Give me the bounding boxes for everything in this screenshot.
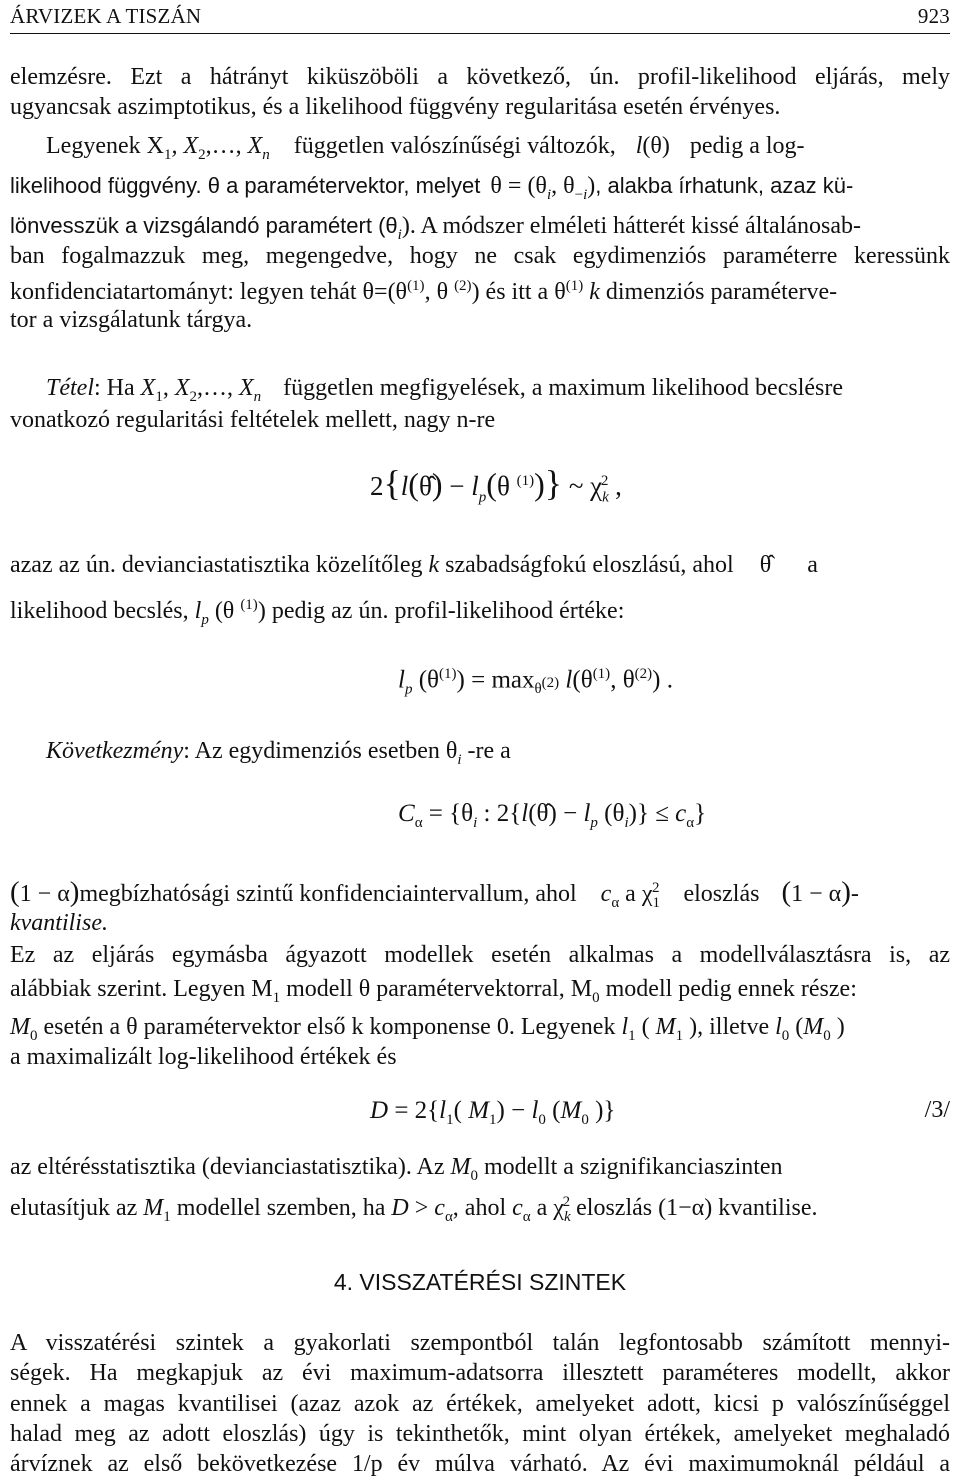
para7-line4: halad meg az adott eloszlás) úgy is tekinthetők, mint olyan értékek, amelyeket meghaladó (10, 1421, 950, 1447)
tetel-line2: vonatkozó regularitási feltételek mellett, nagy n-re (10, 407, 496, 433)
equation-profile-likelihood: $l_p$ $(\theta^{(1)}) = \max_{\theta^{(2)}} l(\theta^{(1)}$, $\theta^{(2)}$) . (398, 666, 673, 698)
section-heading: 4. VISSZATÉRÉSI SZINTEK (333, 1269, 627, 1295)
para2-line6: tor a vizsgálatunk tárgya. (10, 307, 253, 333)
para7-line2: ségek. Ha megkapjuk az évi maximum-adatsorra illesztett paraméteres modellt, akkor (10, 1360, 950, 1386)
journal-title: ÁRVIZEK A TISZÁN (10, 4, 202, 28)
equation-confidence-interval: $C_\alpha = \{\theta_i$ : 2{l(θ̂) − $l_p$ $(\theta_i)\} \le c_\alpha$} (398, 800, 707, 831)
para1-line2: ugyancsak aszimptotikus, és a likelihood függvény regularitása esetén érvényes. (10, 94, 781, 120)
para7-line1: A visszatérési szintek a gyakorlati szempontból talán legfontosabb számított mennyi- (10, 1330, 950, 1356)
para2-line2: likelihood függvény. θ a paramétervektor, melyet $\theta = (\theta_i$, $\theta_{-i}$), alakba írhatunk, azaz kü- (10, 173, 854, 203)
para2-line5: konfidenciatartományt: legyen tehát $\theta=(\theta^{(1)}$, θ $^{(2)}$) és itt a $\theta^{(1)}$ k dimenziós paraméterve- (10, 278, 838, 305)
kovetkezmeny-line: Következmény: Az egydimenziós esetben $\theta_i$ -re a (46, 738, 511, 768)
para4-line2: kvantilise. (10, 910, 108, 936)
para7-line5: árvíznek az első bekövetkezése 1/p év múlva várható. Az évi maximumoknál például a (10, 1451, 950, 1477)
para5-line3: $M_0$ esetén a θ paramétervektor első k komponense 0. Legyenek $l_1$ ( $M_1$ ), illetve $l_0$ ($M_0$ ) (10, 1014, 845, 1044)
para6-line2: elutasítjuk az $M_1$ modellel szemben, ha $D > c_\alpha$, ahol $c_\alpha$ a $\chi_k^2$ eloszlás (1−α) kvantilise. (10, 1194, 818, 1225)
para6-line1: az eltérésstatisztika (devianciastatisztika). Az $M_0$ modellt a szignifikanciaszinten (10, 1154, 783, 1184)
running-header (10, 4, 950, 30)
equation-deviance-statistic: $D = 2\{l_1$( $M_1) - l_0$ ($M_0$ )} (370, 1097, 616, 1128)
tetel-line1: Tétel: Ha $X_1$, $X_2,\dots$, $X_n$ független megfigyelések, a maximum likelihood becslésre (46, 375, 843, 405)
para7-line3: ennek a magas kvantilisei (azaz azok az értékek, amelyeket adott, kicsi p valószínűséggel (10, 1391, 950, 1417)
para5-line1: Ez az eljárás egymásba ágyazott modellek esetén alkalmas a modellválasztásra is, az (10, 942, 950, 968)
equation-number: /3/ (924, 1097, 950, 1123)
para1-line1: elemzésre. Ezt a hátrányt kiküszöböli a következő, ún. profil-likelihood eljárás, mely (10, 64, 950, 90)
para5-line4: a maximalizált log-likelihood értékek és (10, 1044, 397, 1070)
page-number: 923 (917, 4, 950, 28)
para5-line2: alábbiak szerint. Legyen $M_1$ modell θ paramétervektorral, $M_0$ modell pedig ennek része: (10, 976, 857, 1006)
para3-line2: likelihood becslés, $l_p$ (θ $^{(1)}$) pedig az ún. profil-likelihood értéke: (10, 597, 625, 628)
para3-line1: azaz az ún. devianciastatisztika közelítőleg k szabadságfokú eloszlású, ahol θ̂ a (10, 552, 818, 578)
para4-line1: (1 − α)megbízhatósági szintű konfidenciaintervallum, ahol $c_\alpha$ a $\chi_1^2$ eloszlás (1 − α)- (10, 876, 859, 911)
para2-line1: Legyenek $X_1$, $X_2,\dots$, $X_n$ független valószínűségi változók, l(θ) pedig a log- (46, 133, 805, 163)
para2-line4: ban fogalmazzuk meg, megengedve, hogy ne csak egydimenziós paraméterre keressünk (10, 243, 950, 269)
para2-line3: lönvesszük a vizsgálandó paramétert $(\theta_i)$. A módszer elméleti hátterét kissé általánosab- (10, 213, 862, 243)
header-rule (10, 33, 950, 34)
equation-deviance: 2{l(θ̂) − $l_p(\theta$ $^{(1)}$)} ~ $\chi_k^2$ , (370, 463, 622, 506)
